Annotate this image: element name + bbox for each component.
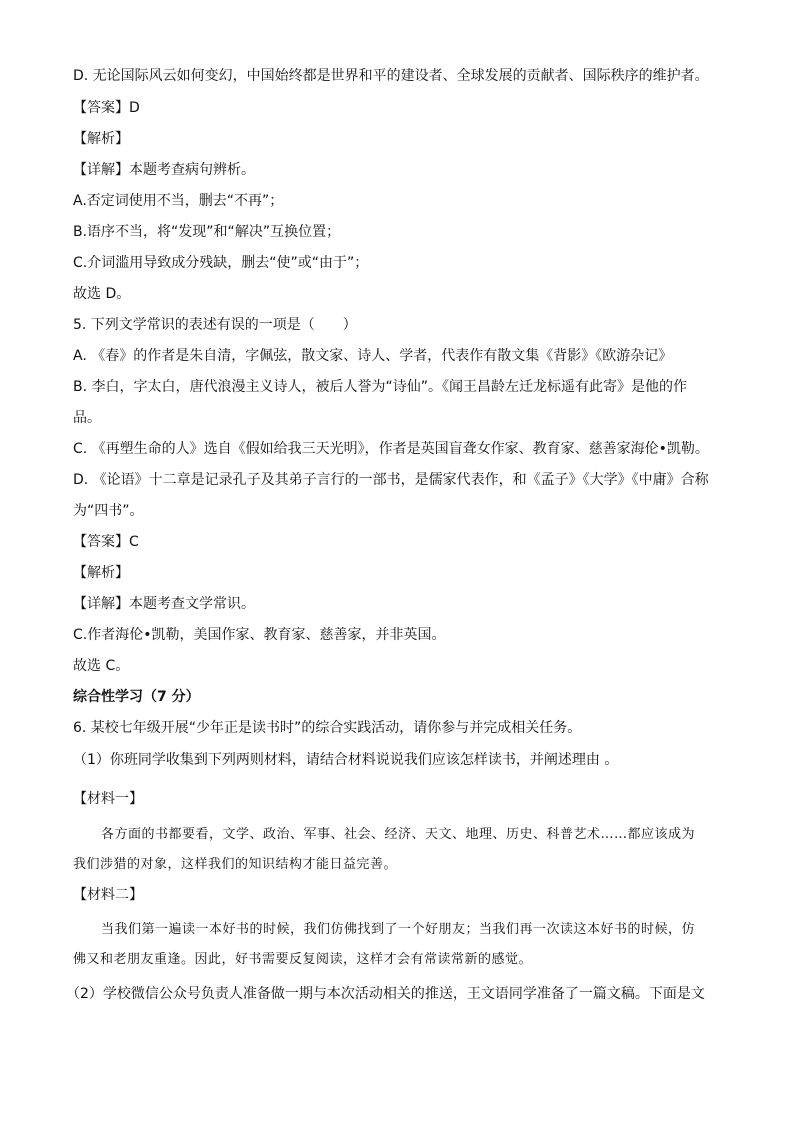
- q5-option-d-cont: 为“四书”。: [73, 503, 144, 519]
- answer-label: 【答案】D: [73, 100, 140, 116]
- option-d-line: D. 无论国际风云如何变幻，中国始终都是世界和平的建设者、全球发展的贡献者、国际秩序的维护者。: [73, 68, 709, 84]
- explanation-c: C.介词滥用导致成分残缺，删去“使”或“由于”；: [73, 255, 369, 271]
- task-1: （1）你班同学收集到下列两则材料，请结合材料说说我们应该怎样读书，并阐述理由 。: [73, 752, 619, 768]
- question-5: 5. 下列文学常识的表述有误的一项是（ ）: [73, 317, 357, 333]
- choice-line: 故选 D。: [73, 286, 131, 302]
- explanation-a: A.否定词使用不当，删去“不再”；: [73, 193, 284, 209]
- choice-line-2: 故选 C。: [73, 658, 130, 674]
- section-heading: 综合性学习（7 分）: [73, 689, 200, 705]
- answer-label-2: 【答案】C: [73, 534, 139, 550]
- detail-line: 【详解】本题考查病句辨析。: [73, 162, 255, 178]
- q5-option-b: B. 李白，字太白，唐代浪漫主义诗人，被后人誉为“诗仙”。《闻王昌龄左迁龙标遥有此寄》是他的作: [73, 379, 688, 395]
- material-2-text-1: 当我们第一遍读一本好书的时候，我们仿佛找到了一个好朋友；当我们再一次读这本好书的时候，仿: [101, 922, 696, 937]
- explanation-b: B.语序不当，将“发现”和“解决”互换位置；: [73, 224, 341, 240]
- material-2-label: 【材料二】: [73, 887, 143, 903]
- question-6: 6. 某校七年级开展“少年正是读书时”的综合实践活动，请你参与并完成相关任务。: [73, 720, 582, 736]
- explanation-c-2: C.作者海伦•凯勒，美国作家、教育家、慈善家，并非英国。: [73, 627, 446, 643]
- analysis-label: 【解析】: [73, 131, 129, 147]
- q5-option-c: C. 《再塑生命的人》选自《假如给我三天光明》，作者是英国盲聋女作家、教育家、慈善家海伦•凯勒。: [73, 441, 709, 457]
- detail-line-2: 【详解】本题考查文学常识。: [73, 596, 255, 612]
- material-1-text-2: 我们涉猎的对象，这样我们的知识结构才能日益完善。: [73, 857, 398, 872]
- task-2: （2）学校微信公众号负责人准备做一期与本次活动相关的推送，王文语同学准备了一篇文稿。下面是文: [66, 986, 705, 1002]
- material-1-text-1: 各方面的书都要看，文学、政治、军事、社会、经济、天文、地理、历史、科普艺术……都应该成为: [101, 827, 696, 842]
- material-1-label: 【材料一】: [73, 791, 143, 807]
- analysis-label-2: 【解析】: [73, 565, 129, 581]
- q5-option-b-cont: 品。: [73, 410, 101, 426]
- q5-option-d: D. 《论语》十二章是记录孔子及其弟子言行的一部书，是儒家代表作，和《孟子》《大学》《中庸》合称: [73, 472, 709, 488]
- q5-option-a: A. 《春》的作者是朱自清，字佩弦，散文家、诗人、学者，代表作有散文集《背影》《欧游杂记》: [73, 348, 673, 364]
- material-2-text-2: 佛又和老朋友重逢。因此，好书需要反复阅读，这样才会有常读常新的感觉。: [73, 952, 533, 967]
